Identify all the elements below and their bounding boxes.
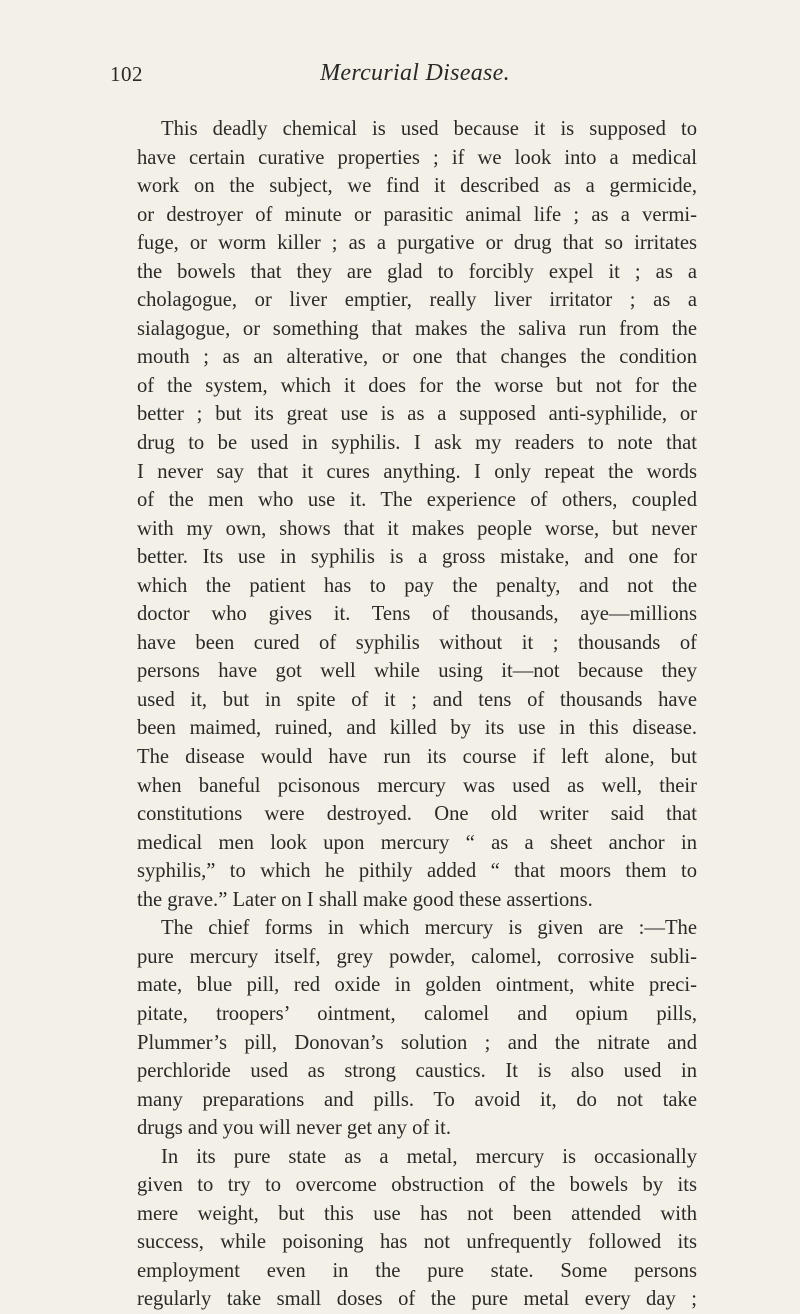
text-line: pitate, troopers’ ointment, calomel and opium pills, [137, 1002, 697, 1025]
running-title: Mercurial Disease. [320, 60, 510, 86]
text-line: of the system, which it does for the worse but not for the [137, 374, 697, 397]
text-line: used it, but in spite of it ; and tens of thousands have [137, 688, 697, 711]
text-line: doctor who gives it. Tens of thousands, aye—millions [137, 603, 697, 626]
text-line: fuge, or worm killer ; as a purgative or drug that so irritates [137, 232, 697, 255]
text-line: given to try to overcome obstruction of the bowels by its [137, 1174, 697, 1197]
text-line: work on the subject, we find it described as a germicide, [137, 175, 697, 198]
text-line: better. Its use in syphilis is a gross mistake, and one for [137, 546, 697, 569]
text-line: better ; but its great use is as a supposed anti-syphilide, or [137, 403, 697, 426]
text-line: when baneful pcisonous mercury was used as well, their [137, 774, 697, 797]
text-line: have certain curative properties ; if we look into a medical [137, 146, 697, 169]
text-line: This deadly chemical is used because it is supposed to [161, 118, 697, 140]
text-line: regularly take small doses of the pure metal every day ; [137, 1288, 697, 1311]
page-number: 102 [110, 62, 143, 86]
text-line: cholagogue, or liver emptier, really liver irritator ; as a [137, 289, 697, 312]
text-line: sialagogue, or something that makes the saliva run from the [137, 317, 697, 340]
text-line: mouth ; as an alterative, or one that changes the condition [137, 346, 697, 369]
text-line: constitutions were destroyed. One old writer said that [137, 803, 697, 826]
text-line: the bowels that they are glad to forcibly expel it ; as a [137, 260, 697, 283]
text-line: or destroyer of minute or parasitic animal life ; as a vermi- [137, 203, 697, 226]
text-line: mate, blue pill, red oxide in golden ointment, white preci- [137, 974, 697, 997]
text-line: drug to be used in syphilis. I ask my readers to note that [137, 432, 697, 455]
text-line: The disease would have run its course if left alone, but [137, 746, 697, 769]
text-line: of the men who use it. The experience of others, coupled [137, 489, 697, 512]
text-line: mere weight, but this use has not been attended with [137, 1202, 697, 1225]
body-text [137, 115, 697, 1314]
text-line: many preparations and pills. To avoid it, do not take [137, 1088, 697, 1111]
text-line: perchloride used as strong caustics. It is also used in [137, 1060, 697, 1083]
text-line: drugs and you will never get any of it. [137, 1117, 451, 1140]
text-line: which the patient has to pay the penalty, and not the [137, 574, 697, 597]
text-line: pure mercury itself, grey powder, calomel, corrosive subli- [137, 945, 697, 968]
text-line: I never say that it cures anything. I only repeat the words [137, 460, 697, 483]
text-line: the grave.” Later on I shall make good these assertions. [137, 888, 593, 911]
text-line: syphilis,” to which he pithily added “ that moors them to [137, 860, 697, 883]
text-line: Plummer’s pill, Donovan’s solution ; and the nitrate and [137, 1031, 697, 1054]
text-line: success, while poisoning has not unfrequently followed its [137, 1231, 697, 1254]
text-line: have been cured of syphilis without it ; thousands of [137, 631, 697, 654]
text-line: In its pure state as a metal, mercury is occasionally [161, 1145, 697, 1168]
text-line: been maimed, ruined, and killed by its use in this disease. [137, 717, 697, 740]
text-line: The chief forms in which mercury is given are :—The [161, 917, 697, 940]
text-line: with my own, shows that it makes people worse, but never [137, 517, 697, 540]
text-line: employment even in the pure state. Some persons [137, 1259, 697, 1282]
text-line: medical men look upon mercury “ as a sheet anchor in [137, 831, 697, 854]
text-line: persons have got well while using it—not because they [137, 660, 697, 683]
